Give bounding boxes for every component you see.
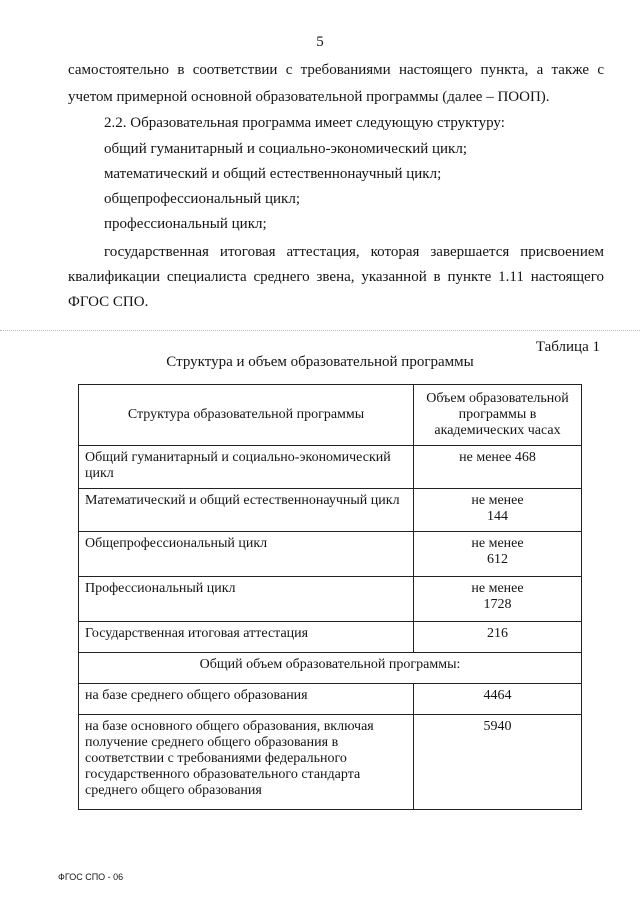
table-header-volume: Объем образовательной программы в академических часах — [414, 385, 582, 446]
table-cell-name: Общепрофессиональный цикл — [79, 532, 414, 577]
table-cell-name: Математический и общий естественнонаучный цикл — [79, 489, 414, 532]
table-cell-value: 5940 — [414, 715, 582, 810]
table-total-header-row — [79, 653, 582, 684]
value-line: не менее — [471, 493, 524, 508]
table-cell-name: на базе основного общего образования, включая получение среднего общего образования в соответствии с требованиями федерального государственного образовательного стандарта среднего общего образования — [79, 715, 414, 810]
table-cell-name: Государственная итоговая аттестация — [79, 622, 414, 653]
table-cell-value: не менее 468 — [414, 446, 582, 489]
paragraph-line: учетом примерной основной образовательной программы (далее – ПООП). — [68, 89, 550, 105]
table-row — [79, 622, 582, 653]
table-cell-value — [414, 577, 582, 622]
value-line: не менее — [471, 536, 524, 551]
table-row — [79, 684, 582, 715]
table-cell-value — [414, 532, 582, 577]
table-cell-value: 216 — [414, 622, 582, 653]
list-item: математический и общий естественнонаучный цикл; — [104, 166, 442, 182]
table-label: Таблица 1 — [535, 339, 600, 355]
structure-table — [78, 384, 582, 810]
table-cell-name: на базе среднего общего образования — [79, 684, 414, 715]
paragraph-line: самостоятельно в соответствии с требованиями настоящего пункта, а также с — [68, 62, 604, 78]
list-item: профессиональный цикл; — [104, 216, 267, 232]
table-row — [79, 715, 582, 810]
page-number: 5 — [316, 34, 324, 50]
value-line: не менее — [471, 581, 524, 596]
table-total-label: Общий объем образовательной программы: — [79, 653, 582, 684]
paragraph-line: квалификации специалиста среднего звена, указанной в пункте 1.11 настоящего — [68, 269, 604, 285]
value-line: 1728 — [483, 597, 512, 612]
paragraph-line: государственная итоговая аттестация, которая завершается присвоением — [104, 244, 604, 260]
paragraph-line: ФГОС СПО. — [68, 294, 149, 310]
table-row — [79, 532, 582, 577]
scan-artifact-line — [0, 330, 640, 331]
list-item: общий гуманитарный и социально-экономический цикл; — [104, 141, 467, 157]
table-cell-value — [414, 489, 582, 532]
table-title: Структура и объем образовательной программы — [166, 354, 474, 370]
value-line: 612 — [487, 552, 508, 567]
list-item: общепрофессиональный цикл; — [104, 191, 300, 207]
paragraph-line: 2.2. Образовательная программа имеет следующую структуру: — [104, 115, 505, 131]
footer-code: ФГОС СПО - 06 — [58, 872, 124, 882]
table-row — [79, 577, 582, 622]
table-header-structure: Структура образовательной программы — [79, 385, 414, 446]
table-cell-value: 4464 — [414, 684, 582, 715]
table-row — [79, 489, 582, 532]
value-line: 144 — [487, 509, 508, 524]
table-row — [79, 446, 582, 489]
table-cell-name: Общий гуманитарный и социально-экономический цикл — [79, 446, 414, 489]
table-cell-name: Профессиональный цикл — [79, 577, 414, 622]
table-header-row — [79, 385, 582, 446]
